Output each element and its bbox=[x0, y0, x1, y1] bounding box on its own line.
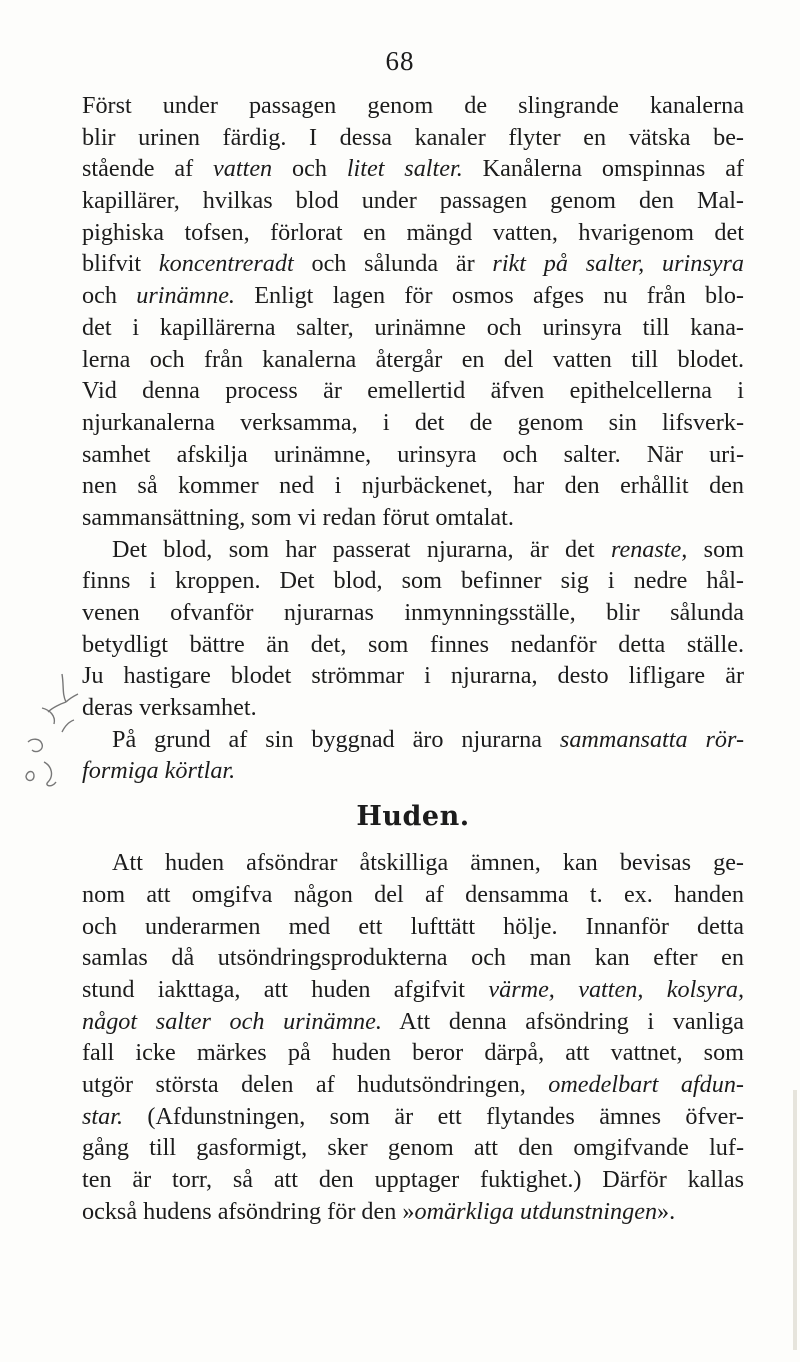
text-segment: och bbox=[272, 155, 347, 183]
edge-discoloration bbox=[793, 1090, 797, 1350]
text-segment: och sålunda är bbox=[293, 250, 493, 278]
text-line bbox=[82, 597, 744, 629]
text-segment: också hudens afsöndring för den bbox=[82, 1197, 403, 1225]
text-segment: och bbox=[82, 282, 137, 310]
text-segment: venen ofvanför njurarnas inmynningsställe, blir sålunda bbox=[82, 599, 744, 626]
italic-text: rikt på salter, urinsyra bbox=[492, 250, 744, 278]
italic-text: koncentreradt bbox=[158, 250, 294, 278]
text-line bbox=[82, 1196, 744, 1228]
text-segment: Ju hastigare blodet strömmar i njurarna, desto lifligare är bbox=[82, 662, 744, 690]
text-segment: Att huden afsöndrar åtskilliga ämnen, kan bevisas ge- bbox=[112, 849, 744, 877]
text-segment: deras verksamhet. bbox=[82, 694, 257, 722]
italic-text: något salter och urinämne. bbox=[82, 1007, 382, 1035]
text-segment: utgör största delen af hudutsöndringen, bbox=[82, 1070, 549, 1098]
text-segment: Enligt lagen för osmos afges nu från blo- bbox=[234, 282, 744, 310]
text-line bbox=[82, 90, 744, 122]
text-line bbox=[82, 1164, 744, 1196]
text-line bbox=[82, 942, 744, 974]
text-line bbox=[82, 122, 744, 154]
text-line bbox=[82, 248, 744, 280]
section-kidneys bbox=[82, 90, 744, 787]
text-segment: Att denna afsöndring i vanliga bbox=[381, 1007, 745, 1035]
text-line bbox=[82, 1037, 744, 1069]
text-segment: och underarmen med ett lufttätt hölje. Innanför detta bbox=[82, 912, 744, 940]
text-line bbox=[82, 375, 744, 407]
text-line bbox=[82, 565, 744, 597]
body-text bbox=[82, 90, 744, 1227]
text-line bbox=[82, 1006, 744, 1038]
text-segment: lerna och från kanalerna återgår en del vatten till blodet. bbox=[82, 345, 744, 373]
italic-text: star. bbox=[82, 1102, 124, 1130]
text-segment: Kanålerna omspinnas af bbox=[462, 155, 744, 183]
text-segment: nen så kommer ned i njurbäckenet, har den erhållit den bbox=[82, 472, 744, 500]
text-segment: » bbox=[402, 1197, 415, 1225]
section-skin bbox=[82, 847, 744, 1227]
page-number: 68 bbox=[385, 46, 415, 76]
italic-text: omärkliga utdunstningen bbox=[414, 1197, 658, 1225]
text-line bbox=[82, 344, 744, 376]
text-segment: stående af bbox=[82, 155, 214, 183]
italic-text: värme, vatten, kolsyra, bbox=[488, 975, 744, 1003]
paragraph bbox=[82, 534, 744, 724]
text-segment: (Afdunstningen, som är ett flytandes ämnes öfver- bbox=[123, 1102, 744, 1130]
text-line bbox=[82, 153, 744, 185]
text-line bbox=[82, 280, 744, 312]
text-line bbox=[82, 629, 744, 661]
text-segment: betydligt bättre än det, som finnes nedanför detta ställe. bbox=[82, 630, 744, 658]
text-line bbox=[82, 692, 744, 724]
italic-text: sammansatta rör- bbox=[559, 725, 744, 753]
text-line bbox=[82, 1132, 744, 1164]
italic-text: urinämne. bbox=[136, 282, 235, 310]
text-segment: ten är torr, så att den upptager fuktighet.) Därför kallas bbox=[82, 1166, 744, 1193]
paragraph bbox=[82, 847, 744, 1227]
text-segment: det i kapillärerna salter, urinämne och urinsyra till kana- bbox=[82, 313, 744, 341]
text-segment: blir urinen färdig. I dessa kanaler flyter en vätska be- bbox=[82, 123, 744, 151]
text-segment: fall icke märkes på huden beror därpå, att vattnet, som bbox=[82, 1039, 744, 1067]
margin-pencil-marks bbox=[22, 672, 82, 802]
text-segment: På grund af sin byggnad äro njurarna bbox=[112, 725, 560, 753]
text-line bbox=[82, 724, 744, 756]
text-line bbox=[82, 185, 744, 217]
paragraph bbox=[82, 90, 744, 534]
italic-text: vatten bbox=[213, 155, 273, 183]
text-segment: Först under passagen genom de slingrande kanalerna bbox=[82, 92, 744, 119]
text-line bbox=[82, 755, 744, 787]
text-segment: sammansättning, som vi redan förut omtalat. bbox=[82, 503, 514, 531]
text-line bbox=[82, 1069, 744, 1101]
text-line bbox=[82, 1101, 744, 1133]
section-heading: Huden. bbox=[356, 801, 470, 833]
italic-text: formiga körtlar. bbox=[82, 757, 236, 785]
text-line bbox=[82, 660, 744, 692]
text-segment: finns i kroppen. Det blod, som befinner sig i nedre hål- bbox=[82, 567, 744, 595]
italic-text: renaste, bbox=[610, 535, 688, 563]
text-segment: Vid denna process är emellertid äfven epithelcellerna i bbox=[82, 377, 744, 405]
text-line bbox=[82, 534, 744, 566]
text-segment: stund iakttaga, att huden afgifvit bbox=[82, 975, 489, 1003]
text-line bbox=[82, 439, 744, 471]
text-segment: gång till gasformigt, sker genom att den omgifvande luf- bbox=[82, 1134, 744, 1162]
text-segment: blifvit bbox=[82, 250, 159, 278]
text-line bbox=[82, 502, 744, 534]
italic-text: omedelbart afdun- bbox=[548, 1070, 744, 1098]
text-line bbox=[82, 911, 744, 943]
text-line bbox=[82, 217, 744, 249]
text-segment: njurkanalerna verksamma, i det de genom sin lifsverk- bbox=[82, 408, 744, 436]
text-segment: som bbox=[687, 535, 744, 563]
text-line bbox=[82, 470, 744, 502]
text-line bbox=[82, 312, 744, 344]
text-line bbox=[82, 847, 744, 879]
text-segment: nom att omgifva någon del af densamma t. ex. handen bbox=[82, 880, 744, 908]
paragraph bbox=[82, 724, 744, 787]
text-line bbox=[82, 879, 744, 911]
text-line bbox=[82, 407, 744, 439]
italic-text: litet salter. bbox=[346, 155, 463, 183]
text-segment: samhet afskilja urinämne, urinsyra och salter. När uri- bbox=[82, 440, 744, 468]
text-segment: kapillärer, hvilkas blod under passagen genom den Mal- bbox=[82, 187, 744, 215]
text-segment: ». bbox=[657, 1197, 676, 1225]
text-segment: Det blod, som har passerat njurarna, är det bbox=[112, 535, 611, 563]
text-segment: pighiska tofsen, förlorat en mängd vatten, hvarigenom det bbox=[82, 218, 744, 246]
text-segment: samlas då utsöndringsprodukterna och man kan efter en bbox=[82, 944, 744, 972]
text-line bbox=[82, 974, 744, 1006]
